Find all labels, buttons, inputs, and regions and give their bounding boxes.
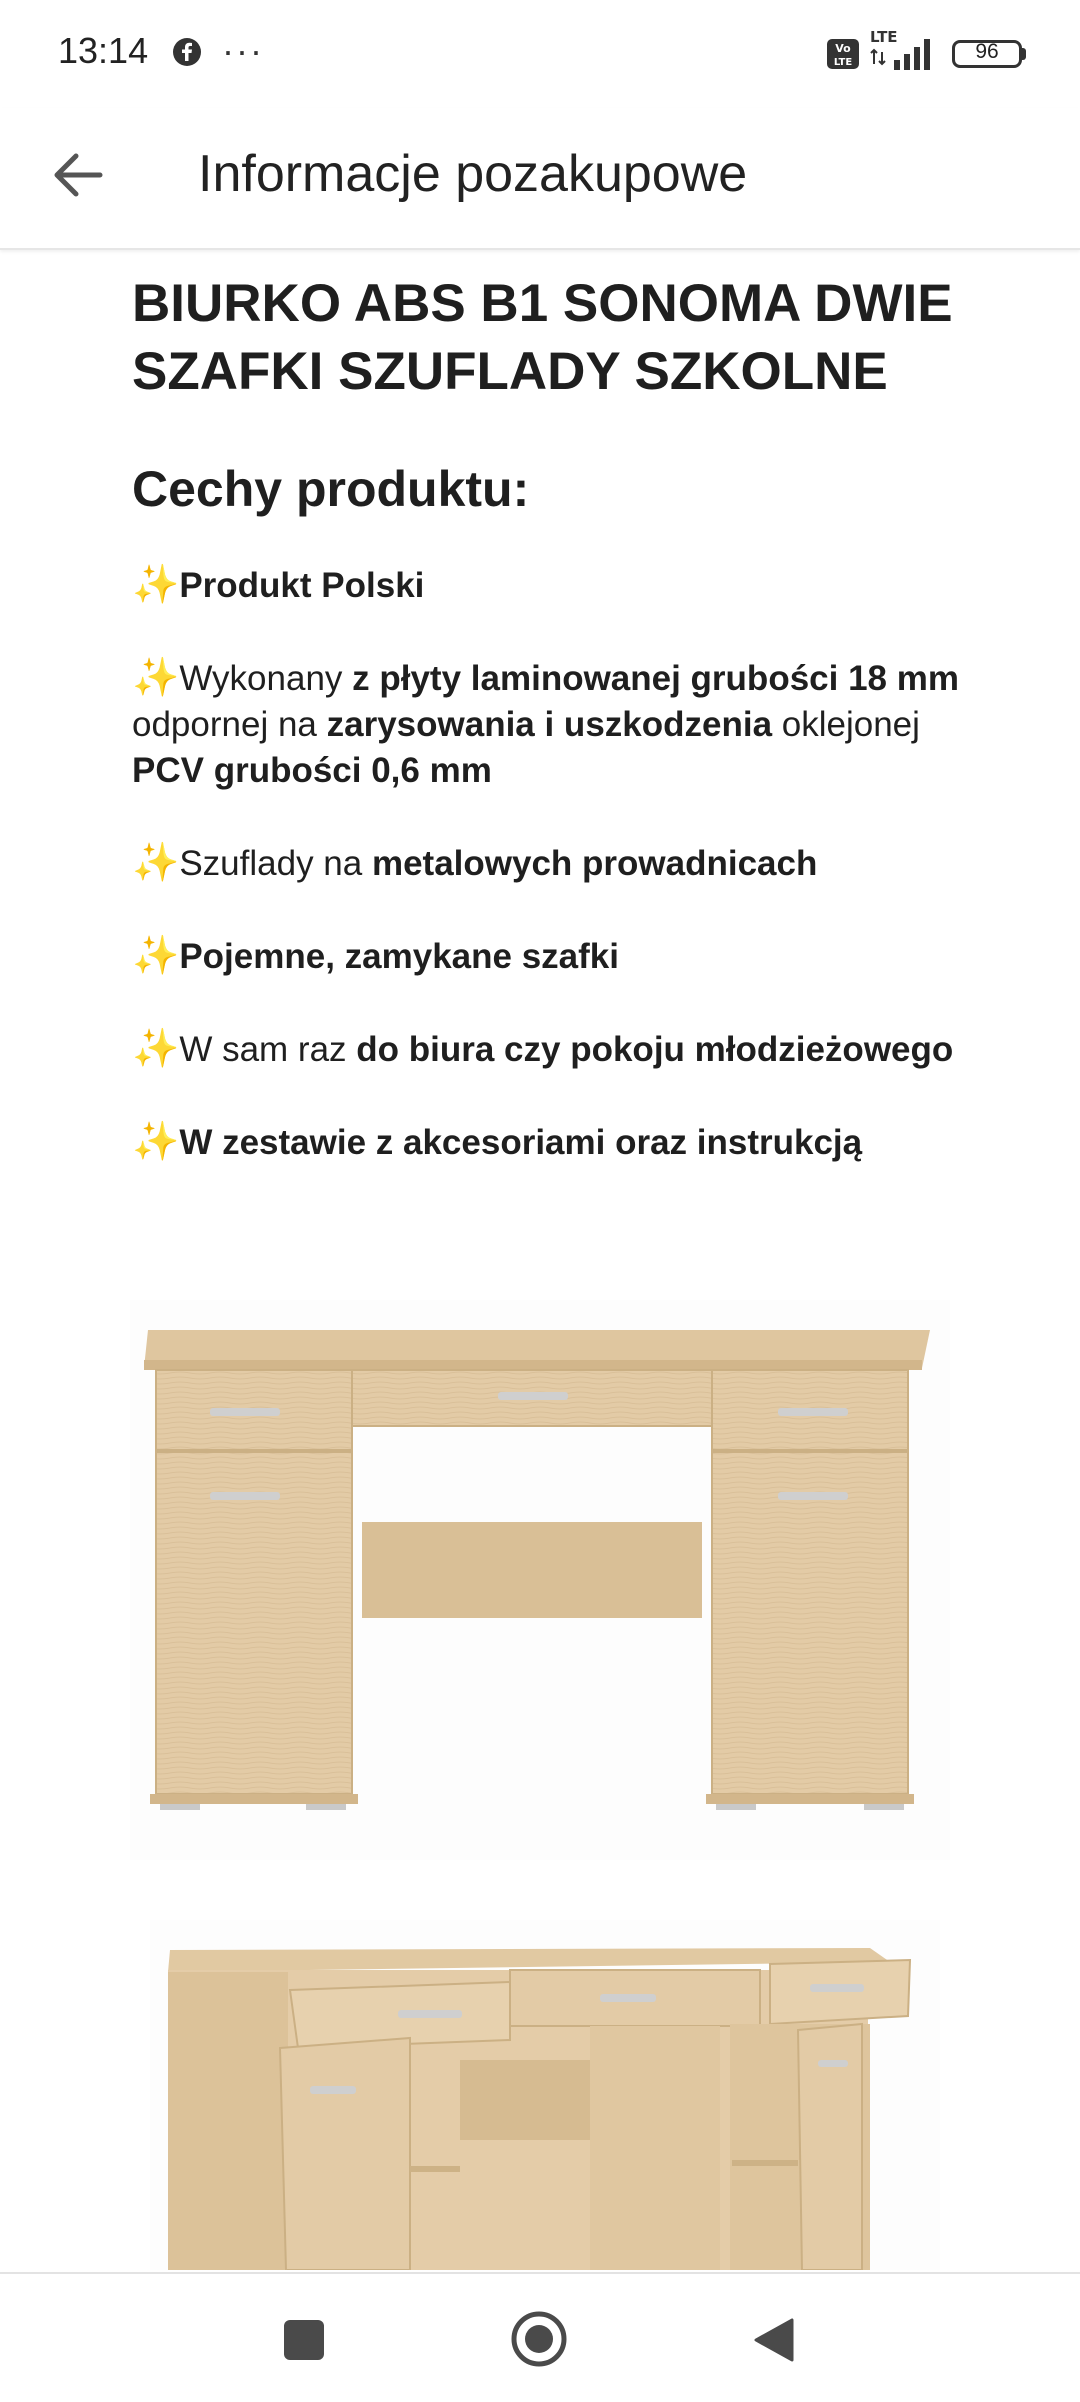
sparkle-icon: ✨ [132,1028,180,1070]
lte-signal-icon [868,28,940,72]
feature-item [132,933,962,980]
features-heading: Cechy produktu: [132,461,530,517]
feature-text-bold: zarysowania i uszkodzenia [326,705,773,744]
feature-item [132,840,962,887]
feature-item [132,1119,962,1166]
svg-text:Vo: Vo [835,42,851,55]
feature-text-bold: z płyty laminowanej grubości 18 mm [352,659,959,698]
feature-text: Wykonany [179,659,353,698]
feature-text-bold: do biura czy pokoju młodzieżowego [356,1030,954,1069]
app-bar [0,108,1080,250]
feature-text-bold: PCV grubości 0,6 mm [132,751,492,790]
feature-text: odpornej na [132,705,327,744]
product-image-desk-front [130,1300,950,1860]
feature-text: oklejonej [772,705,920,744]
feature-item [132,1026,962,1073]
status-bar [0,0,1080,108]
sparkle-icon: ✨ [132,564,180,606]
home-button[interactable] [510,2310,568,2368]
sparkle-icon: ✨ [132,1121,180,1163]
volte-icon [826,38,860,70]
page-title: Informacje pozakupowe [198,145,748,203]
back-triangle-button[interactable] [752,2318,794,2362]
feature-item [132,655,962,794]
product-description [132,270,962,1166]
sparkle-icon: ✨ [132,842,180,884]
feature-text: Szuflady na [179,844,372,883]
sparkle-icon: ✨ [132,657,180,699]
feature-item [132,562,962,609]
battery-level: 96 [975,40,999,63]
arrow-left-icon[interactable] [46,143,110,207]
status-time: 13:14 [58,30,149,71]
sparkle-icon: ✨ [132,935,180,977]
system-nav-bar [0,2272,1080,2402]
more-notifications-icon: ··· [222,30,264,71]
feature-text-bold: metalowych prowadnicach [371,844,818,883]
features-list [132,562,962,1166]
svg-text:LTE: LTE [833,57,853,68]
feature-text: W sam raz [179,1030,357,1069]
feature-text-bold: W zestawie z akcesoriami oraz instrukcją [179,1123,863,1162]
feature-text-bold: Pojemne, zamykane szafki [179,937,619,976]
feature-text-bold: Produkt Polski [179,566,425,605]
product-image-desk-open [150,1920,940,2270]
svg-text:LTE: LTE [870,28,898,46]
recent-apps-button[interactable] [284,2320,324,2360]
facebook-icon [172,37,202,67]
product-title: BIURKO ABS B1 SONOMA DWIE SZAFKI SZUFLADY SZKOLNE [132,274,953,401]
